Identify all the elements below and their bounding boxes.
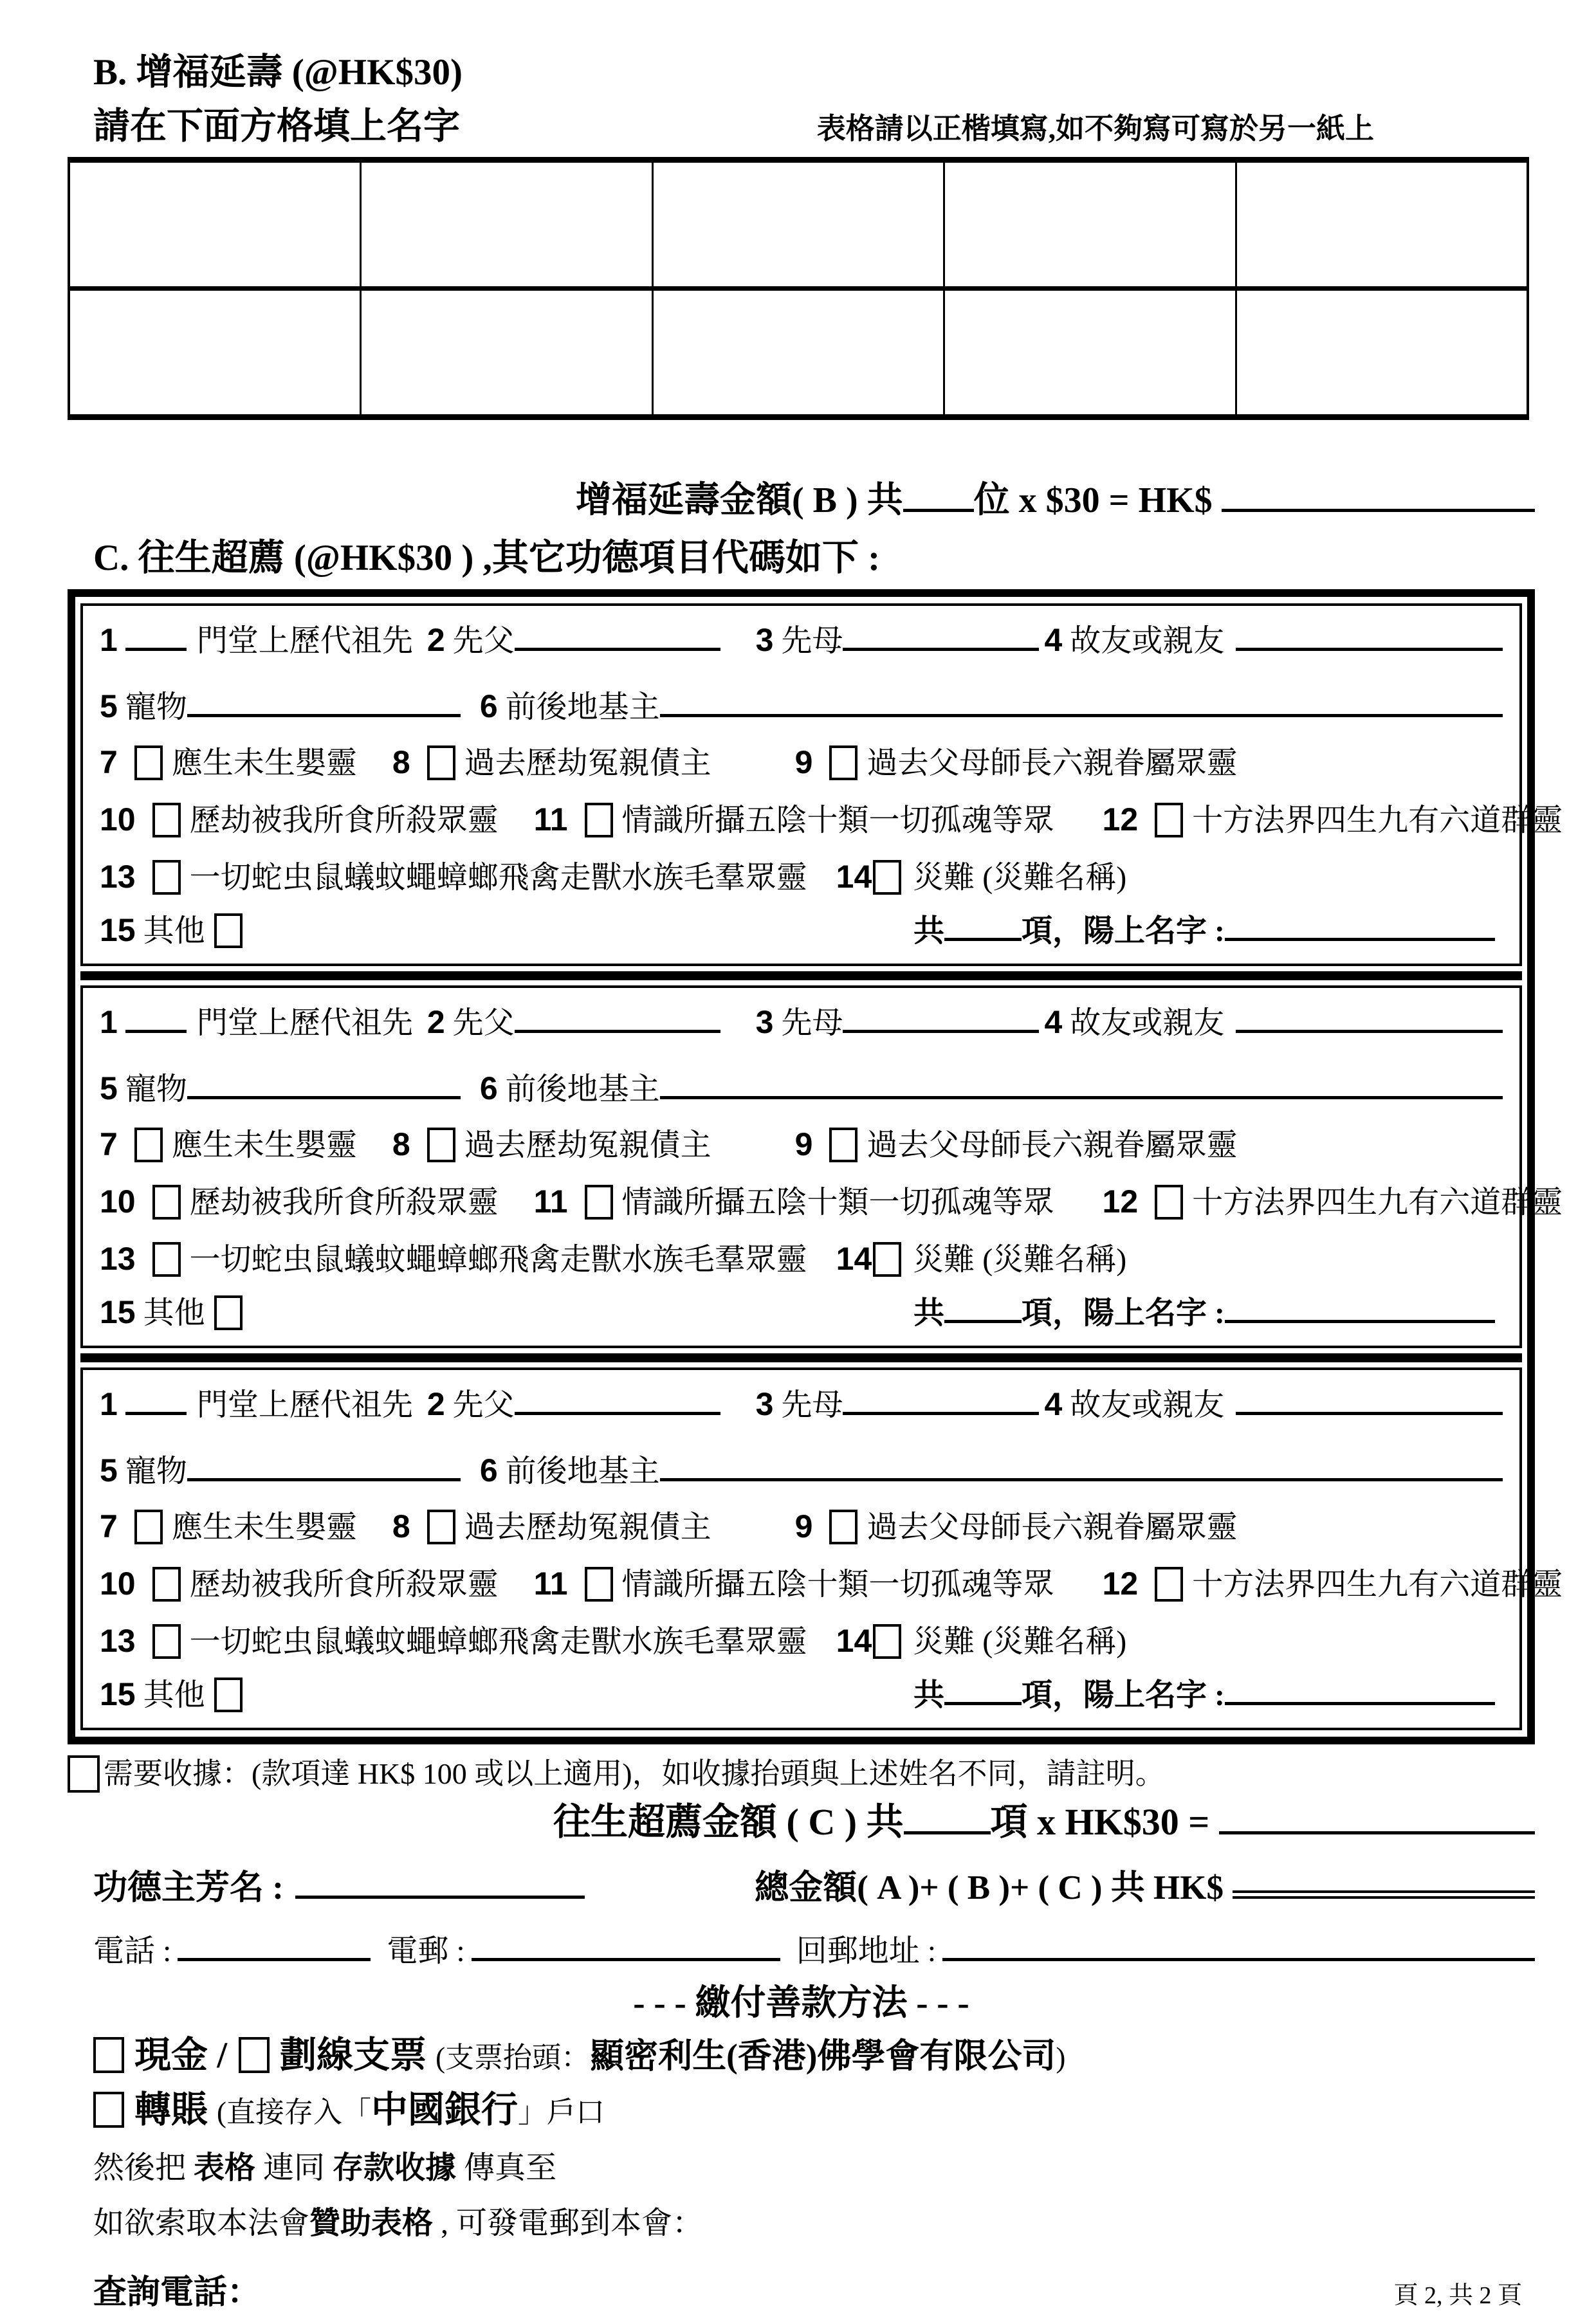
item-1-number: 1 [100, 1386, 118, 1423]
item-4-blank[interactable] [1236, 640, 1503, 651]
amount-blank[interactable] [1219, 1824, 1535, 1834]
block-total-count-blank[interactable] [944, 1694, 1022, 1705]
page-number: 頁 2, 共 2 頁 [1393, 2281, 1522, 2309]
receipt-label: 需要收據： [104, 1757, 252, 1791]
item-13-label: 一切蛇虫鼠蟻蚊蠅蟑螂飛禽走獸水族毛羣眾靈 [189, 1243, 807, 1277]
block-row-5 [100, 1621, 1503, 1661]
block-total-suffix: 項，陽上名字 : [1022, 1296, 1225, 1331]
item-15-label: 其他 [143, 1296, 205, 1331]
item-1-number: 1 [100, 1004, 118, 1041]
item-6-number: 6 [479, 688, 498, 725]
item-5-number: 5 [100, 1452, 118, 1489]
item-1-label: 門堂上歷代祖先 [196, 1006, 413, 1041]
section-b-title: B. 增福延壽 (@HK$30) [93, 52, 463, 93]
item-15-group [100, 1674, 252, 1715]
item-11-checkbox[interactable] [585, 803, 613, 837]
cheque-checkbox[interactable] [239, 2037, 270, 2073]
item-1-label: 門堂上歷代祖先 [196, 1388, 413, 1423]
item-10-label: 歷劫被我所食所殺眾靈 [189, 1185, 499, 1220]
block-row-6 [100, 1674, 1503, 1715]
item-13-label: 一切蛇虫鼠蟻蚊蠅蟑螂飛禽走獸水族毛羣眾靈 [189, 1625, 807, 1659]
item-5-number: 5 [100, 1070, 118, 1107]
item-5-blank[interactable] [187, 1088, 461, 1099]
item-1-label: 門堂上歷代祖先 [196, 624, 413, 659]
item-4-label: 故友或親友 [1070, 624, 1225, 659]
item-14-group [836, 1239, 1127, 1279]
item-7-label: 應生未生嬰靈 [171, 1510, 357, 1545]
item-1-blank[interactable] [125, 1022, 187, 1033]
item-8-group [392, 1506, 711, 1547]
amount-c-mid: 項 x HK$30 = [990, 1800, 1210, 1843]
item-12-checkbox[interactable] [1155, 803, 1183, 837]
memorial-block [80, 985, 1563, 1348]
transfer-label: 轉賬 [134, 2089, 208, 2130]
donor-name-label: 功德主芳名 : [93, 1869, 284, 1906]
item-4-label: 故友或親友 [1070, 1006, 1225, 1041]
block-row-5 [100, 1239, 1503, 1279]
name-cell[interactable] [652, 288, 944, 417]
count-blank[interactable] [904, 1824, 991, 1834]
item-6-blank[interactable] [660, 1088, 1503, 1099]
table-row [69, 288, 1528, 417]
email-bold-form: 贊助表格 [309, 2206, 434, 2241]
item-14-group [836, 857, 1127, 897]
item-9-number: 9 [794, 1126, 813, 1163]
spacer [1209, 1800, 1219, 1845]
item-2-label: 先父 [452, 1388, 515, 1423]
item-1-blank[interactable] [125, 640, 187, 651]
fax-instruction-line [93, 2148, 1535, 2188]
item-11-number: 11 [533, 1566, 568, 1602]
name-cell[interactable] [944, 288, 1236, 417]
block-total-count-blank[interactable] [944, 1312, 1022, 1323]
item-9-group [795, 1124, 1238, 1165]
transfer-bank: 中國銀行 [371, 2089, 518, 2130]
item-8-group [392, 1124, 711, 1165]
item-5-label: 寵物 [125, 1454, 187, 1489]
item-6-label: 前後地基主 [505, 1072, 660, 1107]
item-3-blank[interactable] [843, 640, 1039, 651]
name-cell[interactable] [1236, 160, 1528, 288]
item-8-number: 8 [392, 1508, 410, 1545]
item-1-blank[interactable] [125, 1404, 187, 1415]
payment-methods-header: - - - 繳付善款方法 - - - [633, 1982, 969, 2022]
item-4-blank[interactable] [1236, 1022, 1503, 1033]
fax-bold-form: 表格 [194, 2151, 256, 2186]
receipt-checkbox[interactable] [68, 1755, 100, 1793]
item-7-group [100, 742, 357, 783]
item-15-checkbox[interactable] [214, 1678, 243, 1712]
address-label: 回郵地址 : [796, 1934, 937, 1968]
item-2-number: 2 [427, 1386, 445, 1423]
item-15-label: 其他 [143, 1678, 205, 1713]
item-7-number: 7 [100, 1126, 118, 1163]
item-3-blank[interactable] [843, 1022, 1039, 1033]
item-14-number: 14 [836, 1241, 872, 1277]
item-4-number: 4 [1044, 622, 1063, 659]
item-6-blank[interactable] [660, 1470, 1503, 1481]
item-3-number: 3 [755, 622, 774, 659]
fax-text: 然後把 [93, 2151, 194, 2186]
section-c-title: C. 往生超薦 (@HK$30 ) ,其它功德項目代碼如下 : [93, 537, 881, 578]
item-12-checkbox[interactable] [1155, 1185, 1183, 1220]
item-14-checkbox[interactable] [873, 860, 901, 895]
item-7-checkbox[interactable] [134, 745, 163, 780]
item-3-label: 先母 [781, 624, 843, 659]
item-15-number: 15 [100, 1294, 136, 1331]
grand-total-label: 總金額( A )+ ( B )+ ( C ) 共 HK$ [755, 1869, 1224, 1906]
item-8-number: 8 [392, 744, 410, 781]
transfer-checkbox[interactable] [93, 2092, 124, 2128]
transfer-note-suffix: 」戶口 [518, 2096, 605, 2128]
item-12-number: 12 [1102, 801, 1139, 838]
item-10-checkbox[interactable] [152, 1185, 181, 1220]
item-7-group [100, 1506, 357, 1547]
item-13-number: 13 [100, 859, 136, 895]
block-total-group [913, 1676, 1495, 1715]
item-1-number: 1 [100, 622, 118, 659]
item-3-label: 先母 [781, 1006, 843, 1041]
item-11-number: 11 [533, 801, 568, 838]
cash-label: 現金 / [134, 2034, 228, 2076]
item-7-number: 7 [100, 744, 118, 781]
item-12-number: 12 [1102, 1566, 1139, 1602]
item-7-checkbox[interactable] [134, 1128, 163, 1162]
item-10-number: 10 [100, 801, 136, 838]
item-12-number: 12 [1102, 1184, 1139, 1220]
item-3-number: 3 [755, 1386, 774, 1423]
block-total-name-blank[interactable] [1225, 1312, 1495, 1323]
item-7-label: 應生未生嬰靈 [171, 746, 357, 781]
item-12-group [1103, 800, 1563, 840]
amount-blank[interactable] [1222, 501, 1535, 512]
item-15-checkbox[interactable] [214, 1295, 243, 1330]
name-entry-table [68, 157, 1529, 420]
item-14-group [836, 1621, 1127, 1661]
item-12-group [1103, 1182, 1563, 1222]
cheque-note-suffix: ) [1056, 2041, 1066, 2074]
cash-cheque-row [93, 2033, 1535, 2078]
item-6-blank[interactable] [660, 706, 1503, 717]
item-10-checkbox[interactable] [152, 803, 181, 837]
item-2-blank[interactable] [515, 1404, 720, 1415]
item-3-label: 先母 [781, 1388, 843, 1423]
item-9-label: 過去父母師長六親眷屬眾靈 [867, 1510, 1238, 1545]
block-row-2 [100, 1450, 1503, 1491]
item-2-blank[interactable] [515, 1022, 720, 1033]
block-row-3 [100, 1506, 1503, 1547]
grand-total-blank[interactable] [1233, 1879, 1535, 1899]
item-14-checkbox[interactable] [873, 1624, 901, 1659]
block-separator [80, 1353, 1522, 1362]
item-9-group [795, 742, 1238, 783]
item-3-blank[interactable] [843, 1404, 1039, 1415]
item-9-checkbox[interactable] [829, 1128, 858, 1162]
amount-b-mid: 位 x $30 = HK$ [973, 480, 1213, 520]
item-8-number: 8 [392, 1126, 410, 1163]
memorial-blocks-container [80, 603, 1563, 1730]
item-13-checkbox[interactable] [152, 1242, 181, 1277]
block-total-count-blank[interactable] [944, 930, 1022, 941]
section-b-amount-line [576, 479, 1535, 522]
fax-bold-receipt: 存款收據 [333, 2151, 457, 2186]
block-row-4 [100, 800, 1563, 840]
amount-b-prefix: 增福延壽金額( B ) 共 [576, 480, 903, 520]
item-4-number: 4 [1044, 1386, 1063, 1423]
item-7-checkbox[interactable] [134, 1510, 163, 1544]
block-row-1 [100, 1384, 1503, 1425]
footer-row [93, 2265, 1535, 2313]
spacer [1213, 479, 1222, 522]
item-12-group [1103, 1564, 1563, 1604]
block-row-3 [100, 1124, 1503, 1165]
item-14-label: 災難 (災難名稱) [913, 861, 1127, 895]
item-9-label: 過去父母師長六親眷屬眾靈 [867, 746, 1238, 781]
block-total-name-blank[interactable] [1225, 1694, 1495, 1705]
item-11-group [534, 1182, 1054, 1222]
block-row-4 [100, 1564, 1563, 1604]
block-row-1 [100, 1002, 1503, 1043]
block-row-6 [100, 910, 1503, 951]
memorial-block [80, 603, 1563, 966]
section-b-subtitle-row [93, 96, 1535, 149]
block-row-6 [100, 1292, 1503, 1333]
donor-name-blank[interactable] [295, 1888, 585, 1899]
receipt-note: (款項達 HK$ 100 或以上適用)，如收據抬頭與上述姓名不同，請註明。 [252, 1757, 1165, 1791]
table-row [69, 160, 1528, 288]
item-5-blank[interactable] [187, 1470, 461, 1481]
block-row-5 [100, 857, 1503, 897]
item-14-label: 災難 (災難名稱) [913, 1625, 1127, 1659]
phone-label: 電話 : [93, 1934, 172, 1968]
transfer-row [93, 2087, 1535, 2133]
item-13-label: 一切蛇虫鼠蟻蚊蠅蟑螂飛禽走獸水族毛羣眾靈 [189, 861, 807, 895]
item-14-checkbox[interactable] [873, 1242, 901, 1277]
item-4-number: 4 [1044, 1004, 1063, 1041]
name-cell[interactable] [652, 160, 944, 288]
block-row-2 [100, 1068, 1503, 1109]
item-13-group [100, 1621, 807, 1661]
item-14-label: 災難 (災難名稱) [913, 1243, 1127, 1277]
phone-blank[interactable] [178, 1950, 371, 1961]
item-13-checkbox[interactable] [152, 1624, 181, 1659]
count-blank[interactable] [903, 501, 974, 512]
block-separator [80, 971, 1522, 980]
item-7-group [100, 1124, 357, 1165]
item-15-number: 15 [100, 912, 136, 949]
item-11-number: 11 [533, 1184, 568, 1220]
section-c-amount-line [553, 1800, 1535, 1845]
item-9-label: 過去父母師長六親眷屬眾靈 [867, 1128, 1238, 1163]
name-cell[interactable] [69, 288, 361, 417]
item-10-group [100, 1564, 499, 1604]
item-13-group [100, 857, 807, 897]
name-cell[interactable] [361, 288, 653, 417]
item-10-label: 歷劫被我所食所殺眾靈 [189, 1568, 499, 1602]
item-10-group [100, 800, 499, 840]
email-text: , 可發電郵到本會： [433, 2206, 704, 2241]
item-13-number: 13 [100, 1623, 136, 1659]
item-12-label: 十方法界四生九有六道群靈 [1192, 803, 1563, 838]
item-12-checkbox[interactable] [1155, 1567, 1183, 1602]
item-11-label: 情識所攝五陰十類一切孤魂等眾 [621, 803, 1054, 838]
block-row-1 [100, 620, 1503, 661]
item-13-number: 13 [100, 1241, 136, 1277]
cash-checkbox[interactable] [93, 2037, 124, 2073]
item-9-checkbox[interactable] [829, 745, 858, 780]
item-10-group [100, 1182, 499, 1222]
section-c-box [68, 589, 1563, 1744]
block-total-prefix: 共 [913, 1296, 944, 1331]
item-11-group [534, 1564, 1054, 1604]
block-total-prefix: 共 [913, 1678, 944, 1713]
name-cell[interactable] [944, 160, 1236, 288]
address-blank[interactable] [942, 1950, 1535, 1961]
item-6-label: 前後地基主 [505, 690, 660, 725]
item-2-label: 先父 [452, 1006, 515, 1041]
item-3-number: 3 [755, 1004, 774, 1041]
cheque-note-prefix: (支票抬頭： [436, 2041, 591, 2074]
item-4-label: 故友或親友 [1070, 1388, 1225, 1423]
fax-text: 連同 [255, 2151, 333, 2186]
section-b-subtitle-right: 表格請以正楷填寫,如不夠寫可寫於另一紙上 [816, 112, 1374, 145]
item-5-number: 5 [100, 688, 118, 725]
item-8-label: 過去歷劫冤親債主 [464, 1510, 711, 1545]
memorial-block [80, 1367, 1563, 1730]
item-6-number: 6 [479, 1070, 498, 1107]
item-2-blank[interactable] [515, 640, 720, 651]
item-8-checkbox[interactable] [427, 1510, 455, 1544]
cheque-label: 劃線支票 [280, 2034, 427, 2076]
transfer-note-prefix: (直接存入「 [217, 2096, 371, 2128]
item-13-checkbox[interactable] [152, 860, 181, 895]
item-8-checkbox[interactable] [427, 745, 455, 780]
block-row-2 [100, 686, 1503, 727]
item-15-group [100, 910, 252, 951]
item-14-number: 14 [836, 1623, 872, 1659]
email-text: 如欲索取本法會 [93, 2206, 310, 2241]
item-9-number: 9 [794, 1508, 813, 1545]
item-11-group [534, 800, 1054, 840]
name-cell[interactable] [1236, 288, 1528, 417]
block-total-suffix: 項，陽上名字 : [1022, 914, 1225, 949]
cheque-payee: 顯密利生(香港)佛學會有限公司 [590, 2037, 1056, 2075]
inquiry-phone-label: 查詢電話： [93, 2274, 261, 2311]
item-11-label: 情識所攝五陰十類一切孤魂等眾 [621, 1568, 1054, 1602]
item-9-group [795, 1506, 1238, 1547]
email-label: 電郵 : [387, 1934, 465, 1968]
item-2-label: 先父 [452, 624, 515, 659]
email-blank[interactable] [472, 1950, 780, 1961]
block-total-prefix: 共 [913, 914, 944, 949]
fax-text: 傳真至 [456, 2151, 557, 2186]
block-row-4 [100, 1182, 1563, 1222]
block-row-3 [100, 742, 1503, 783]
item-10-checkbox[interactable] [152, 1567, 181, 1602]
item-6-label: 前後地基主 [505, 1454, 660, 1489]
email-instruction-line [93, 2204, 1535, 2244]
item-8-label: 過去歷劫冤親債主 [464, 1128, 711, 1163]
section-b-subtitle-left: 請在下面方格填上名字 [93, 105, 460, 147]
item-10-number: 10 [100, 1566, 136, 1602]
item-11-checkbox[interactable] [585, 1567, 613, 1602]
item-15-checkbox[interactable] [214, 913, 243, 948]
block-total-group [913, 1294, 1495, 1333]
receipt-line [68, 1755, 1535, 1793]
item-2-number: 2 [427, 622, 445, 659]
item-8-label: 過去歷劫冤親債主 [464, 746, 711, 781]
item-9-checkbox[interactable] [829, 1510, 858, 1544]
name-cell[interactable] [361, 160, 653, 288]
item-4-blank[interactable] [1236, 1404, 1503, 1415]
contact-row [93, 1926, 1535, 1970]
item-15-label: 其他 [143, 914, 205, 949]
item-8-checkbox[interactable] [427, 1128, 455, 1162]
item-2-number: 2 [427, 1004, 445, 1041]
item-12-label: 十方法界四生九有六道群靈 [1192, 1185, 1563, 1220]
item-5-label: 寵物 [125, 1072, 187, 1107]
item-13-group [100, 1239, 807, 1279]
item-12-label: 十方法界四生九有六道群靈 [1192, 1568, 1563, 1602]
block-total-suffix: 項，陽上名字 : [1022, 1678, 1225, 1713]
block-total-name-blank[interactable] [1225, 930, 1495, 941]
item-5-blank[interactable] [187, 706, 461, 717]
item-15-group [100, 1292, 252, 1333]
item-11-label: 情識所攝五陰十類一切孤魂等眾 [621, 1185, 1054, 1220]
item-10-label: 歷劫被我所食所殺眾靈 [189, 803, 499, 838]
block-total-group [913, 912, 1495, 951]
item-6-number: 6 [479, 1452, 498, 1489]
item-8-group [392, 742, 711, 783]
item-15-number: 15 [100, 1676, 136, 1713]
item-14-number: 14 [836, 859, 872, 895]
item-7-number: 7 [100, 1508, 118, 1545]
donor-total-row [93, 1860, 1535, 1909]
name-cell[interactable] [69, 160, 361, 288]
item-10-number: 10 [100, 1184, 136, 1220]
item-9-number: 9 [794, 744, 813, 781]
item-5-label: 寵物 [125, 690, 187, 725]
amount-c-prefix: 往生超薦金額 ( C ) 共 [553, 1800, 904, 1843]
item-11-checkbox[interactable] [585, 1185, 613, 1220]
item-7-label: 應生未生嬰靈 [171, 1128, 357, 1163]
